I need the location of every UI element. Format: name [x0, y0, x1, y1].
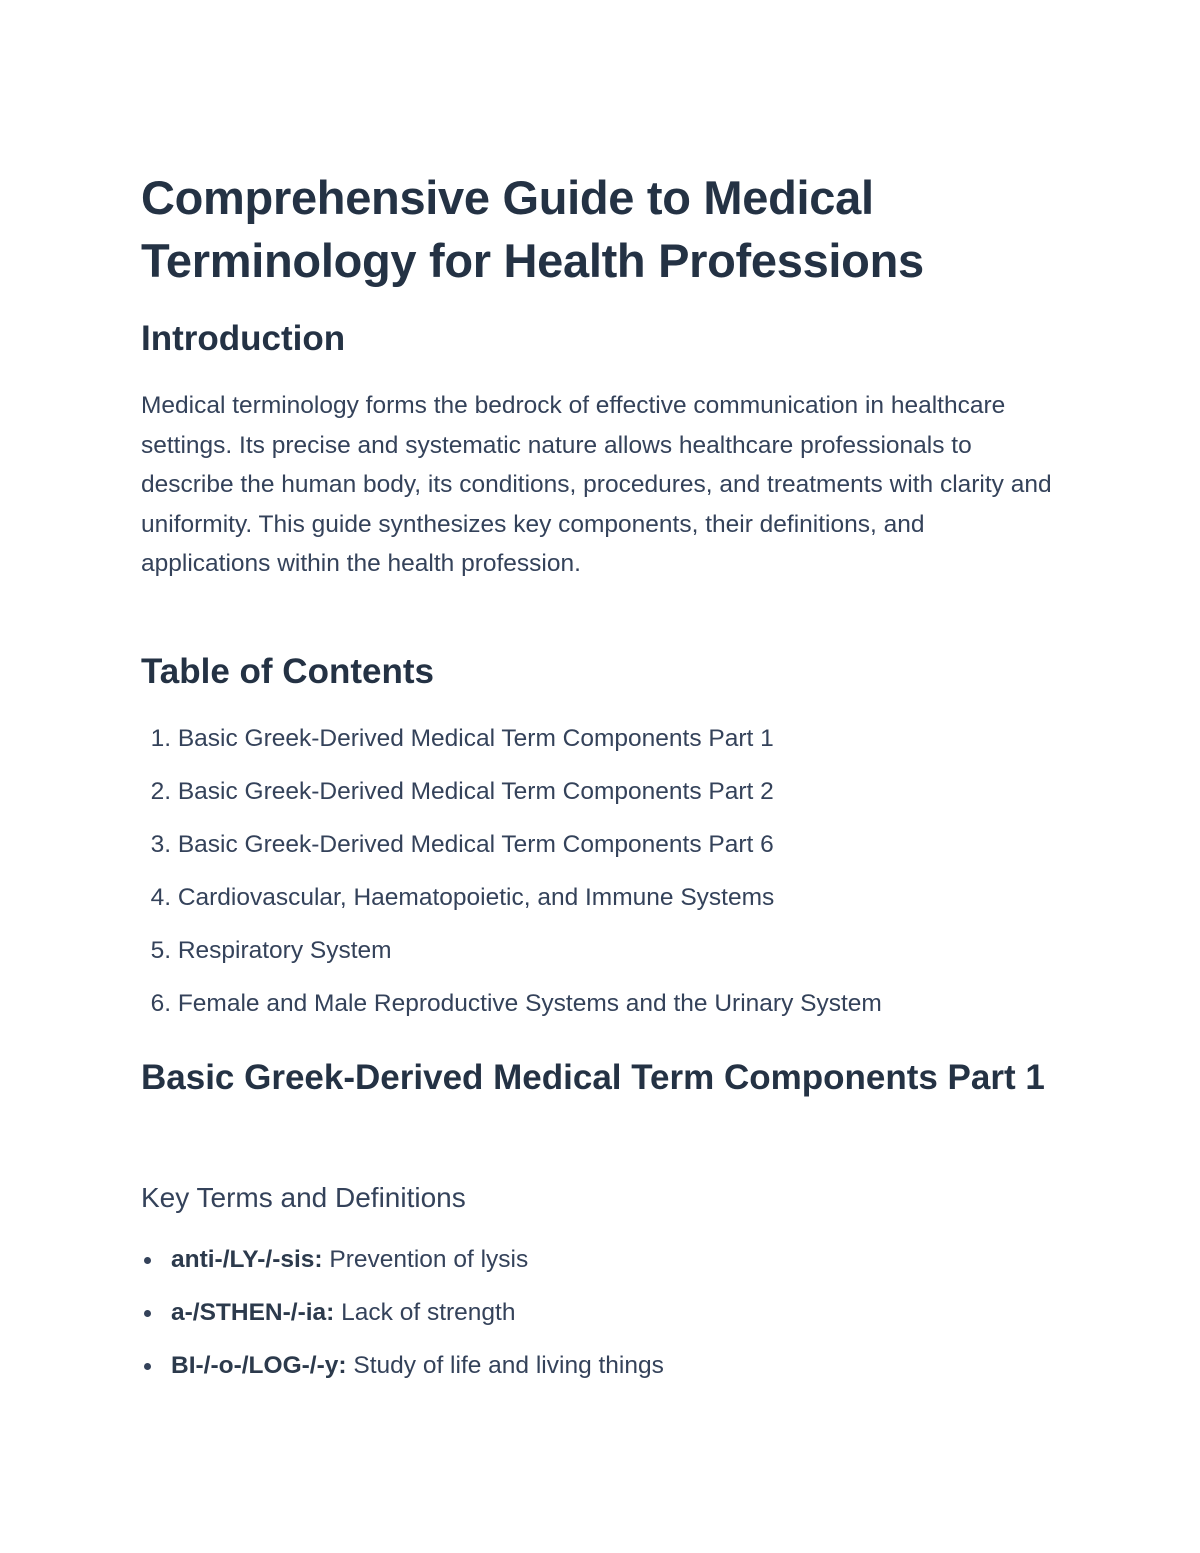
term-definition: Lack of strength [341, 1299, 516, 1326]
section-heading: Basic Greek-Derived Medical Term Components Part 1 [141, 1058, 1045, 1097]
table-of-contents-list [141, 719, 882, 1037]
toc-item-number: 2. [150, 778, 171, 805]
toc-item [141, 931, 882, 984]
introduction-heading: Introduction [141, 319, 346, 358]
toc-item [141, 772, 882, 825]
toc-item-number: 6. [150, 990, 171, 1017]
term-definition: Study of life and living things [353, 1352, 664, 1379]
toc-item-number: 1. [150, 725, 171, 752]
bullet-icon [144, 1257, 151, 1264]
toc-item [141, 719, 882, 772]
term-name: anti-/LY-/-sis: [171, 1246, 323, 1273]
list-item [141, 1240, 664, 1293]
term-name: a-/STHEN-/-ia: [171, 1299, 335, 1326]
toc-item [141, 825, 882, 878]
table-of-contents-heading: Table of Contents [141, 652, 434, 691]
toc-item-number: 4. [150, 884, 171, 911]
bullet-icon [144, 1310, 151, 1317]
toc-item [141, 878, 882, 931]
toc-item-number: 5. [150, 937, 171, 964]
list-item [141, 1293, 664, 1346]
key-terms-list [141, 1240, 664, 1399]
introduction-paragraph: Medical terminology forms the bedrock of effective communication in healthcare settings. Its precise and systematic nature allows healthcare professionals to describe the human body, its conditions, procedures, and treatments with clarity and uniformity. This guide synthesizes key components, their definitions, and applications within the health profession. [141, 392, 1052, 578]
toc-item-label: Basic Greek-Derived Medical Term Components Part 1 [177, 725, 774, 752]
toc-item-number: 3. [150, 831, 171, 858]
toc-item-label: Cardiovascular, Haematopoietic, and Immune Systems [177, 884, 775, 911]
term-name: BI-/-o-/LOG-/-y: [171, 1352, 347, 1379]
toc-item-label: Female and Male Reproductive Systems and the Urinary System [177, 990, 882, 1017]
term-definition: Prevention of lysis [329, 1246, 529, 1273]
toc-item-label: Basic Greek-Derived Medical Term Components Part 6 [177, 831, 774, 858]
bullet-icon [144, 1363, 151, 1370]
section-subheading: Key Terms and Definitions [141, 1182, 466, 1213]
list-item [141, 1346, 664, 1399]
toc-item [141, 984, 882, 1037]
toc-item-label: Respiratory System [177, 937, 392, 964]
toc-item-label: Basic Greek-Derived Medical Term Components Part 2 [177, 778, 774, 805]
document-title: Comprehensive Guide to Medical Terminology for Health Professions [141, 171, 924, 287]
